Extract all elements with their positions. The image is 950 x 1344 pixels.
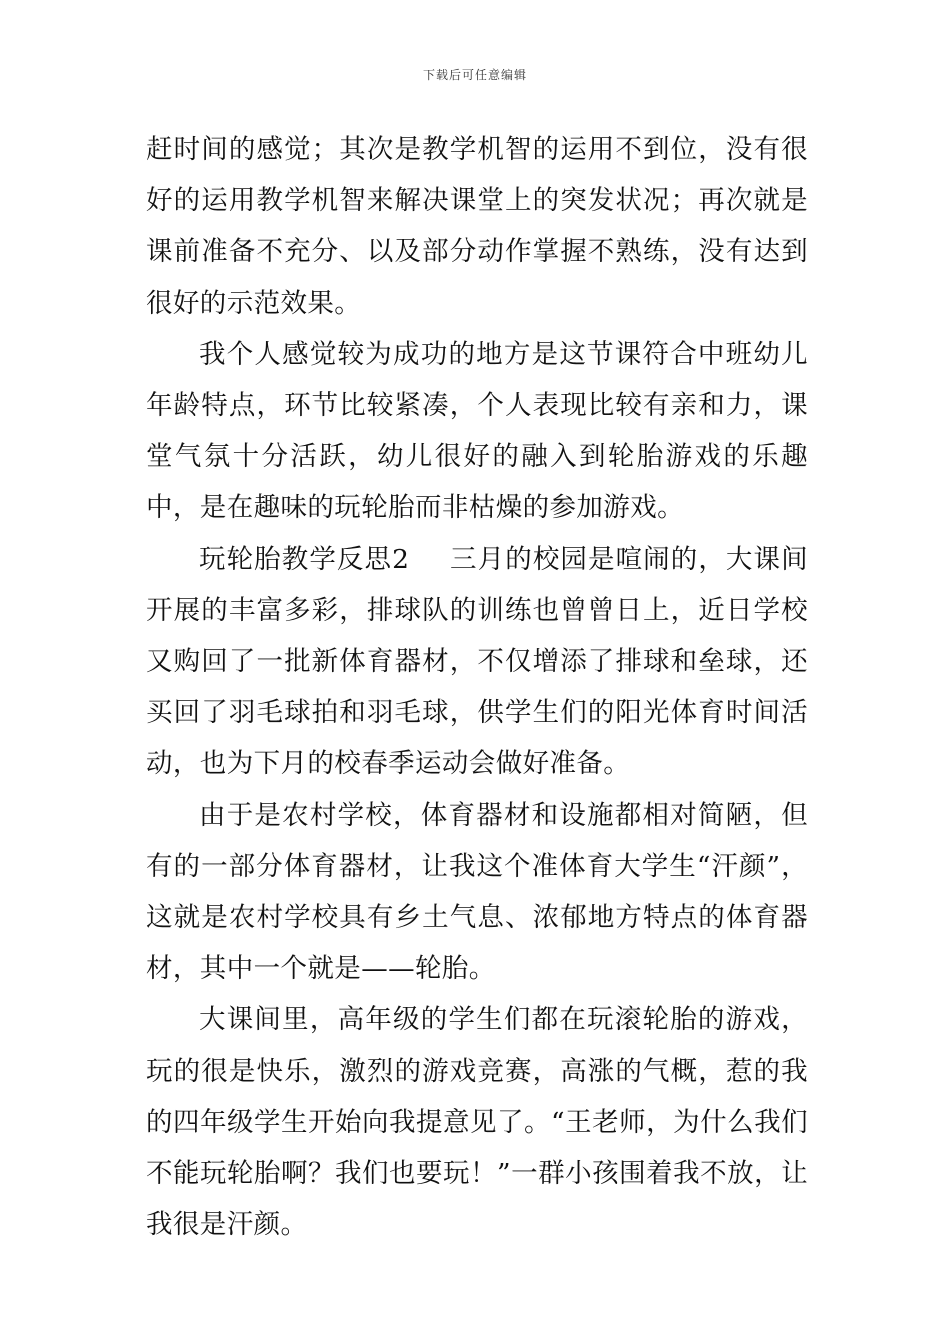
section-title: 玩轮胎教学反思2 xyxy=(199,543,410,575)
paragraph-4: 由于是农村学校，体育器材和设施都相对简陋，但有的一部分体育器材，让我这个准体育大学生“汗颜”，这就是农村学校具有乡土气息、浓郁地方特点的体育器材，其中一个就是——轮胎。 xyxy=(146,799,808,985)
paragraph-3 xyxy=(146,534,808,790)
paragraph-1: 赶时间的感觉；其次是教学机智的运用不到位，没有很好的运用教学机智来解决课堂上的突发状况；再次就是课前准备不充分、以及部分动作掌握不熟练，没有达到很好的示范效果。 xyxy=(146,134,808,319)
paragraph-2: 我个人感觉较为成功的地方是这节课符合中班幼儿年龄特点，环节比较紧凑，个人表现比较有亲和力，课堂气氛十分活跃，幼儿很好的融入到轮胎游戏的乐趣中，是在趣味的玩轮胎而非枯燥的参加游戏。 xyxy=(146,338,808,524)
document-body xyxy=(146,124,808,1250)
paragraph-5: 大课间里，高年级的学生们都在玩滚轮胎的游戏，玩的很是快乐，激烈的游戏竞赛，高涨的气概，惹的我的四年级学生开始向我提意见了。“王老师，为什么我们不能玩轮胎啊？我们也要玩！”一群小孩围着我不放，让我很是汗颜。 xyxy=(146,1004,808,1241)
paragraph-3-text: 三月的校园是喧闹的，大课间开展的丰富多彩，排球队的训练也曾曾日上，近日学校又购回了一批新体育器材，不仅增添了排球和垒球，还买回了羽毛球拍和羽毛球，供学生们的阳光体育时间活动，也为下月的校春季运动会做好准备。 xyxy=(146,543,809,780)
header-note: 下载后可任意编辑 xyxy=(422,68,527,82)
